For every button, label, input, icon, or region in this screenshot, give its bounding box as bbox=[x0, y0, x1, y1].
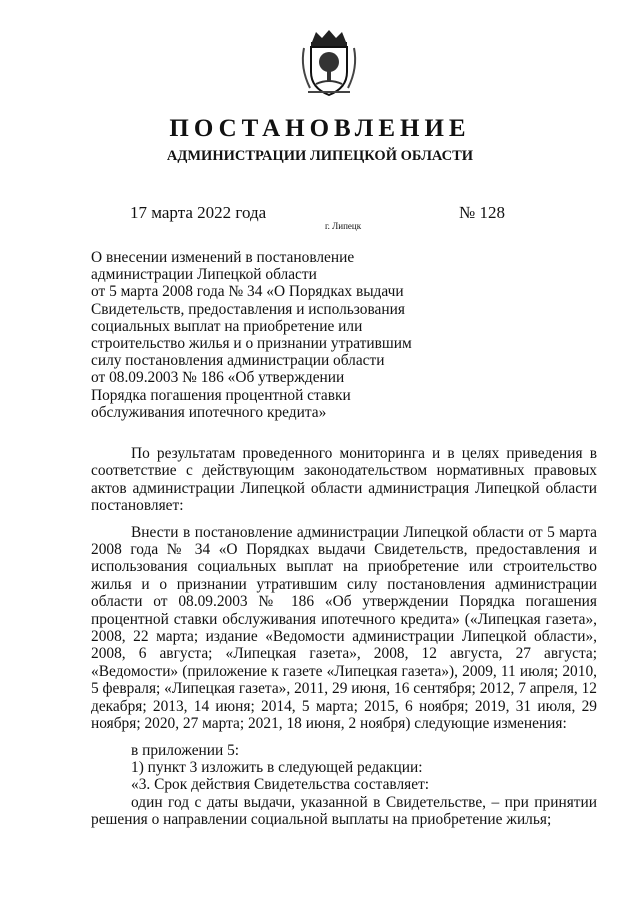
heading-line: строительство жилья и о признании утратившим bbox=[91, 335, 412, 353]
heading-line: обслуживания ипотечного кредита» bbox=[91, 403, 327, 421]
list-line: «3. Срок действия Свидетельства составляет: bbox=[131, 776, 430, 794]
document-title: ПОСТАНОВЛЕНИЕ bbox=[169, 115, 471, 142]
term-paragraph: один год с даты выдачи, указанной в Свидетельстве, – при принятии решения о направлении социальной выплаты на приобретение жилья; bbox=[91, 793, 597, 829]
document-subtitle: АДМИНИСТРАЦИИ ЛИПЕЦКОЙ ОБЛАСТИ bbox=[166, 148, 474, 164]
preamble-paragraph: По результатам проведенного мониторинга и в целях приведения в соответствие с действующим законодательством нормативных правовых актов администрации Липецкой области администрация Липецкой области постановляет: bbox=[91, 445, 597, 515]
document-heading bbox=[91, 249, 421, 421]
heading-line: Свидетельств, предоставления и использования bbox=[91, 300, 405, 318]
heading-line: от 08.09.2003 № 186 «Об утверждении bbox=[91, 369, 345, 387]
amendment-paragraph: Внести в постановление администрации Липецкой области от 5 марта 2008 года № 34 «О Порядках выдачи Свидетельств, предоставления и использования социальных выплат на приобретение или строительство жилья и о признании утратившим силу постановления администрации области от 08.09.2003 № 186 «Об утверждении Порядка погашения процентной ставки обслуживания ипотечного кредита» («Липецкая газета», 2008, 22 марта; издание «Ведомости администрации Липецкой области», 2008, 6 августа; «Липецкая газета», 2008, 12 августа, 27 августа; «Ведомости» (приложение к газете «Липецкая газета»), 2009, 11 июля; 2010, 5 февраля; «Липецкая газета», 2011, 29 июня, 16 сентября; 2012, 7 апреля, 12 декабря; 2013, 14 июня; 2014, 5 марта; 2015, 6 ноября; 2019, 31 июля, 29 ноября; 2020, 27 марта; 2021, 18 июня, 2 ноября) следующие изменения: bbox=[91, 523, 597, 733]
coat-of-arms-icon bbox=[298, 28, 360, 100]
heading-line: О внесении изменений в постановление bbox=[91, 249, 355, 266]
document-number: № 128 bbox=[459, 203, 505, 222]
list-line: в приложении 5: bbox=[131, 741, 240, 759]
document-place: г. Липецк bbox=[325, 221, 362, 231]
document-body bbox=[91, 445, 597, 829]
document-date: 17 марта 2022 года bbox=[130, 203, 267, 222]
heading-line: администрации Липецкой области bbox=[91, 266, 317, 284]
heading-line: Порядка погашения процентной ставки bbox=[91, 386, 351, 404]
heading-line: социальных выплат на приобретение или bbox=[91, 317, 363, 335]
list-line: 1) пункт 3 изложить в следующей редакции: bbox=[131, 758, 423, 776]
heading-line: силу постановления администрации области bbox=[91, 352, 385, 370]
heading-line: от 5 марта 2008 года № 34 «О Порядках выдачи bbox=[91, 283, 404, 301]
